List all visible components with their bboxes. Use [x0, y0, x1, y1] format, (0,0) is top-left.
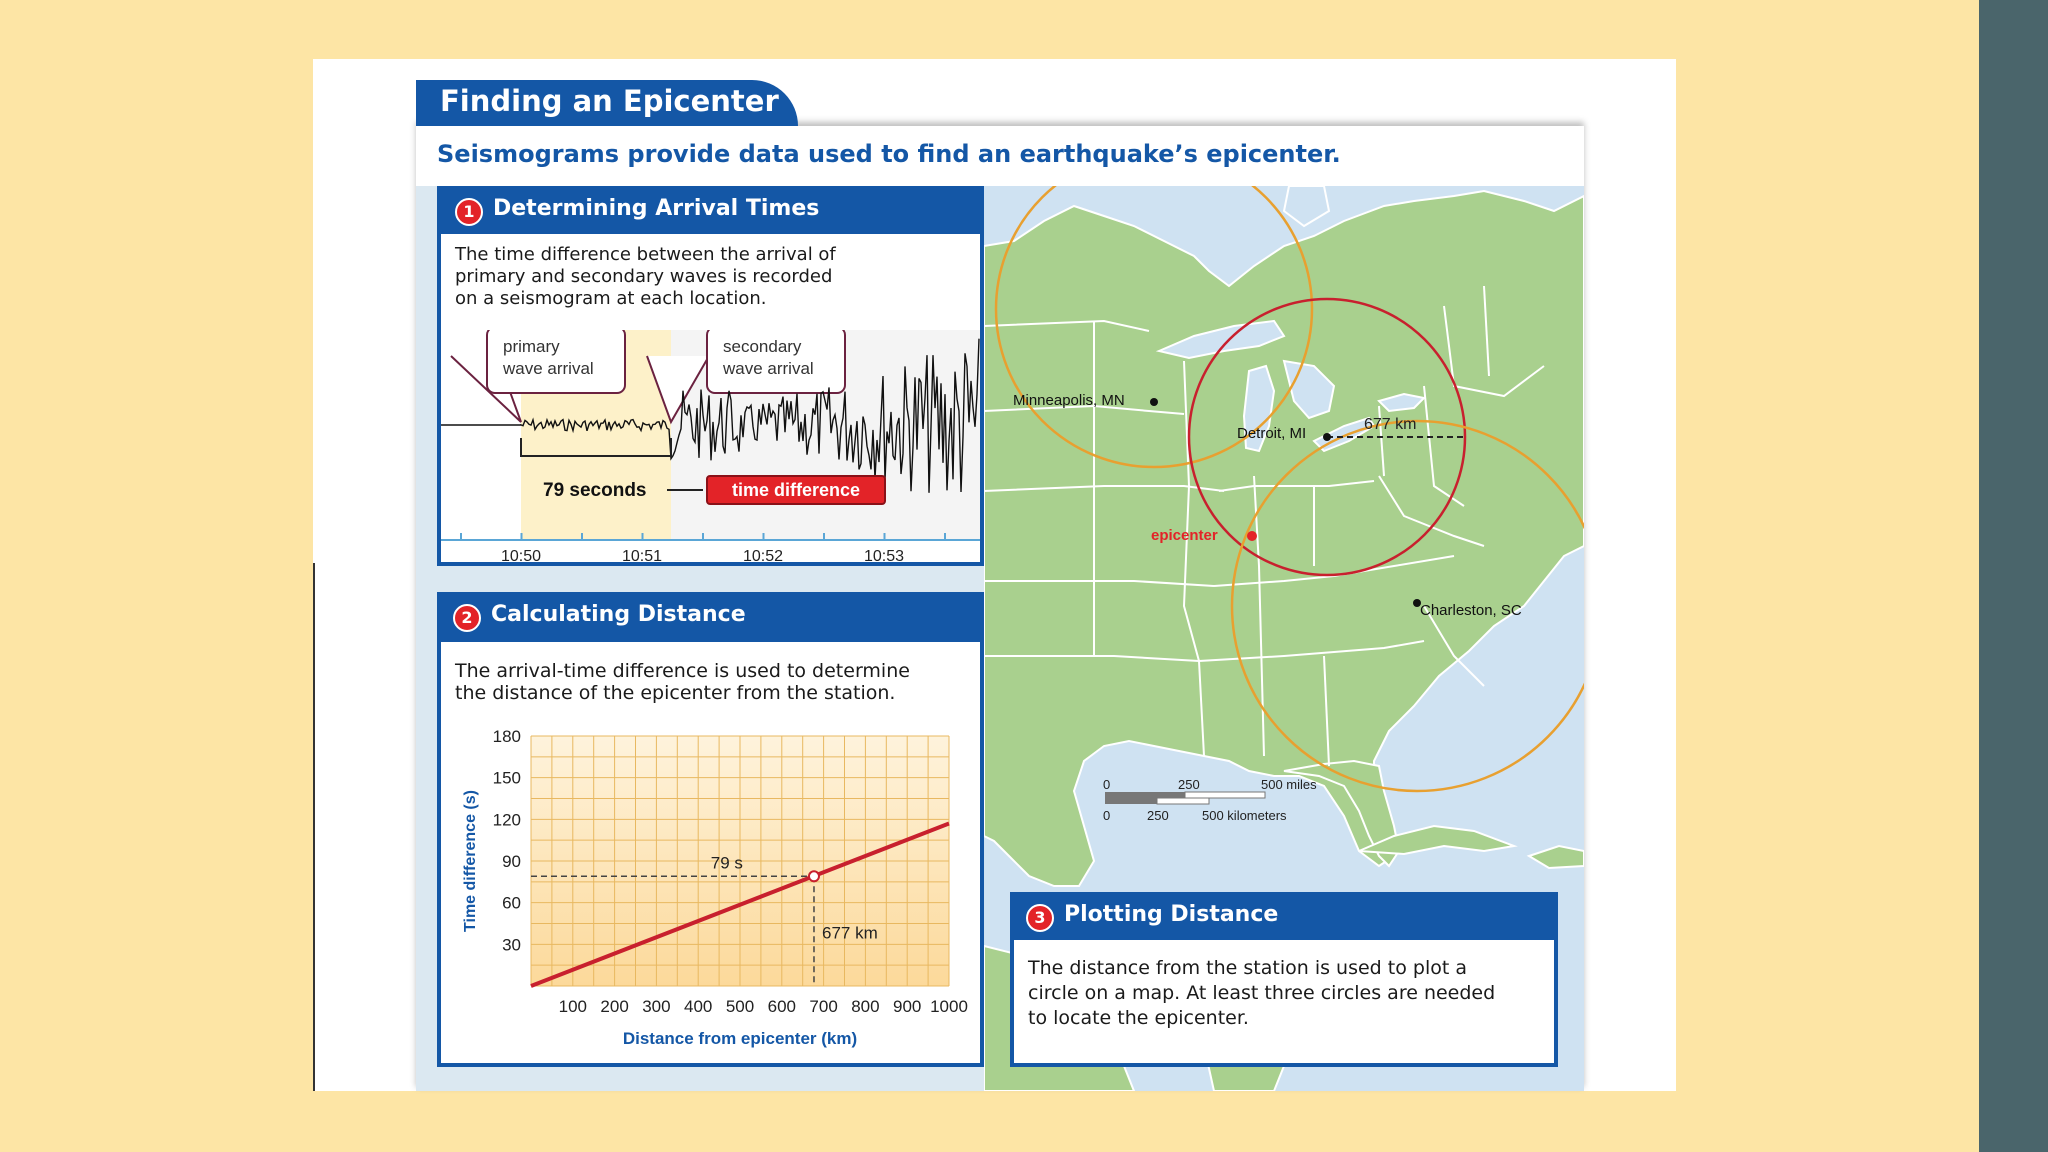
minneapolis-dot	[1150, 398, 1158, 406]
y-tick-label: 60	[502, 893, 521, 913]
slide-edge-line	[313, 563, 315, 1091]
panel-plotting-distance	[1010, 892, 1558, 1067]
x-tick-label: 800	[851, 997, 880, 1016]
seismogram	[441, 330, 980, 562]
epicenter-dot	[1247, 531, 1257, 541]
distance-label: 677 km	[1364, 416, 1417, 433]
y-tick-label: 150	[492, 768, 521, 788]
x-tick-label: 900	[893, 997, 922, 1016]
panel-calculating-distance	[437, 592, 984, 1067]
step-number-2: 2	[453, 604, 481, 632]
x-tick-label: 300	[642, 997, 671, 1016]
annotation-y-label: 79 s	[710, 853, 743, 873]
y-tick-label: 90	[502, 852, 521, 871]
time-tick: 10:50	[500, 548, 542, 562]
svg-text:primary: primary	[503, 337, 560, 356]
side-band	[1979, 0, 2048, 1152]
detroit-label: Detroit, MI	[1237, 425, 1307, 442]
epicenter-label: epicenter	[1151, 527, 1218, 544]
panel-arrival-times	[437, 186, 984, 566]
distance-chart	[441, 721, 980, 1061]
x-tick-label: 500	[725, 997, 755, 1016]
detroit-dot	[1323, 433, 1331, 441]
time-tick: 10:53	[863, 548, 905, 562]
annotation-x-label: 677 km	[821, 923, 878, 943]
x-tick-label: 1000	[930, 997, 968, 1016]
x-tick-label: 200	[600, 997, 629, 1016]
step-number-3: 3	[1026, 904, 1054, 932]
svg-text:secondary: secondary	[723, 337, 802, 356]
step-number-1: 1	[455, 198, 483, 226]
svg-text:0: 0	[1103, 808, 1111, 823]
y-axis-label: Time difference (s)	[462, 790, 479, 932]
annotation-point	[809, 871, 819, 881]
y-tick-label: 120	[492, 810, 521, 830]
time-difference-label: time difference	[731, 480, 861, 500]
time-tick: 10:52	[742, 548, 784, 562]
figure-title: Finding an Epicenter	[440, 84, 779, 118]
panel1-title: Determining Arrival Times	[493, 196, 820, 221]
panel3-text: The distance from the station is used to plot a circle on a map. At least three circles are needed to locate the epicenter.	[1028, 957, 1496, 1029]
panel3-title: Plotting Distance	[1064, 902, 1279, 927]
panel2-header	[441, 596, 980, 642]
minneapolis-label: Minneapolis, MN	[1013, 392, 1125, 409]
svg-text:wave arrival: wave arrival	[503, 359, 594, 378]
svg-text:0: 0	[1103, 777, 1111, 792]
x-tick-label: 700	[809, 997, 838, 1016]
x-tick-label: 400	[684, 997, 713, 1016]
panel3-header	[1014, 896, 1554, 940]
charleston-label: Charleston, SC	[1420, 602, 1522, 619]
svg-text:250: 250	[1147, 808, 1169, 823]
x-tick-label: 100	[558, 997, 587, 1016]
x-axis-label: Distance from epicenter (km)	[622, 1029, 858, 1048]
panel1-header	[441, 190, 980, 234]
seconds-label: 79 seconds	[543, 480, 647, 501]
panel2-title: Calculating Distance	[491, 602, 746, 627]
svg-text:500 miles: 500 miles	[1261, 777, 1317, 792]
time-tick: 10:51	[621, 548, 663, 562]
svg-text:250: 250	[1178, 777, 1200, 792]
x-tick-label: 600	[767, 997, 796, 1016]
svg-text:wave arrival: wave arrival	[723, 359, 814, 378]
svg-text:500 kilometers: 500 kilometers	[1202, 808, 1287, 823]
y-tick-label: 180	[492, 727, 521, 746]
panel2-text: The arrival-time difference is used to determine the distance of the epicenter from the station.	[455, 660, 910, 704]
headline: Seismograms provide data used to find an earthquake’s epicenter.	[437, 140, 1341, 168]
panel1-text: The time difference between the arrival of primary and secondary waves is recorded on a seismogram at each location.	[455, 244, 836, 309]
y-tick-label: 30	[502, 935, 521, 955]
